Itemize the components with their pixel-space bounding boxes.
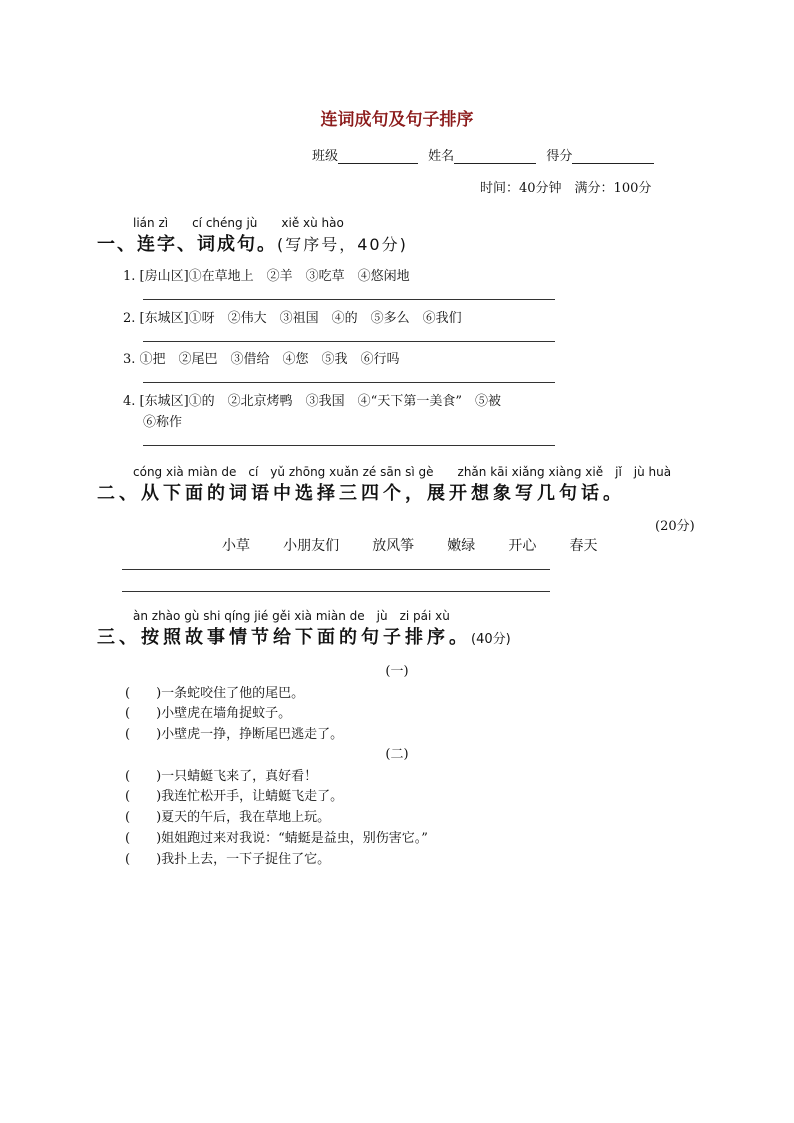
- time-info: 时间：40分钟 满分：100分: [480, 181, 652, 196]
- name-field[interactable]: [454, 149, 536, 164]
- sentence-item[interactable]: ( )姐姐跑过来对我说：“蜻蜓是益虫，别伤害它。”: [125, 831, 428, 846]
- score-label: 得分: [546, 149, 573, 164]
- score-field[interactable]: [572, 149, 654, 164]
- section3-heading-text: 三、按照故事情节给下面的句子排序。: [97, 627, 471, 648]
- section2-pinyin: cóng xià miàn de cí yǔ zhōng xuǎn zé sān sì gè zhǎn kāi xiǎng xiàng xiě jǐ jù huà: [133, 465, 672, 479]
- section1-heading: [97, 230, 408, 256]
- section3-note: (40分): [471, 632, 511, 647]
- class-field[interactable]: [338, 149, 418, 164]
- section1-item-3: 3. ①把 ②尾巴 ③借给 ④您 ⑤我 ⑥行吗: [123, 352, 400, 367]
- section3-pinyin: àn zhào gù shi qíng jié gěi xià miàn de jù zi pái xù: [133, 609, 450, 623]
- section1-item-4: 4. [东城区]①的 ②北京烤鸭 ③我国 ④“天下第一美食” ⑤被: [123, 394, 501, 409]
- student-info-line: [312, 145, 654, 164]
- page-title: 连词成句及句子排序: [320, 110, 474, 130]
- word-item: 小草: [222, 538, 250, 554]
- writing-line-1[interactable]: [122, 569, 550, 570]
- answer-line-1[interactable]: [143, 299, 555, 300]
- name-label: 姓名: [428, 149, 455, 164]
- section1-item-1: 1. [房山区]①在草地上 ②羊 ③吃草 ④悠闲地: [123, 269, 410, 284]
- sentence-item[interactable]: ( )我连忙松开手，让蜻蜓飞走了。: [125, 789, 344, 804]
- word-bank: [222, 535, 625, 555]
- section3-heading: [97, 623, 511, 649]
- word-item: 嫩绿: [447, 538, 476, 554]
- sentence-item[interactable]: ( )小壁虎在墙角捉蚊子。: [125, 706, 292, 721]
- section1-item-4-cont: ⑥称作: [143, 415, 183, 430]
- sentence-item[interactable]: ( )我扑上去，一下子捉住了它。: [125, 852, 331, 867]
- section1-item-2: 2. [东城区]①呀 ②伟大 ③祖国 ④的 ⑤多么 ⑥我们: [123, 311, 462, 326]
- answer-line-3[interactable]: [143, 382, 555, 383]
- word-item: 放风筝: [372, 538, 415, 554]
- section1-pinyin: lián zì cí chéng jù xiě xù hào: [133, 216, 344, 230]
- word-item: 春天: [569, 538, 598, 554]
- answer-line-2[interactable]: [143, 341, 555, 342]
- section1-note: (写序号，40分): [277, 235, 408, 254]
- sentence-item[interactable]: ( )小壁虎一挣，挣断尾巴逃走了。: [125, 727, 344, 742]
- sentence-item[interactable]: ( )一条蛇咬住了他的尾巴。: [125, 686, 305, 701]
- group2-label: (二): [385, 747, 409, 762]
- section1-heading-text: 一、连字、词成句。: [97, 234, 277, 255]
- sentence-item[interactable]: ( )一只蜻蜓飞来了，真好看！: [125, 769, 318, 784]
- word-item: 小朋友们: [283, 538, 340, 554]
- answer-line-4[interactable]: [143, 445, 555, 446]
- section2-heading: 二、从下面的词语中选择三四个，展开想象写几句话。: [97, 483, 625, 504]
- group1-label: (一): [385, 664, 409, 679]
- class-label: 班级: [312, 149, 339, 164]
- word-item: 开心: [508, 538, 537, 554]
- section2-score: (20分): [655, 519, 695, 534]
- writing-line-2[interactable]: [122, 591, 550, 592]
- sentence-item[interactable]: ( )夏天的午后，我在草地上玩。: [125, 810, 331, 825]
